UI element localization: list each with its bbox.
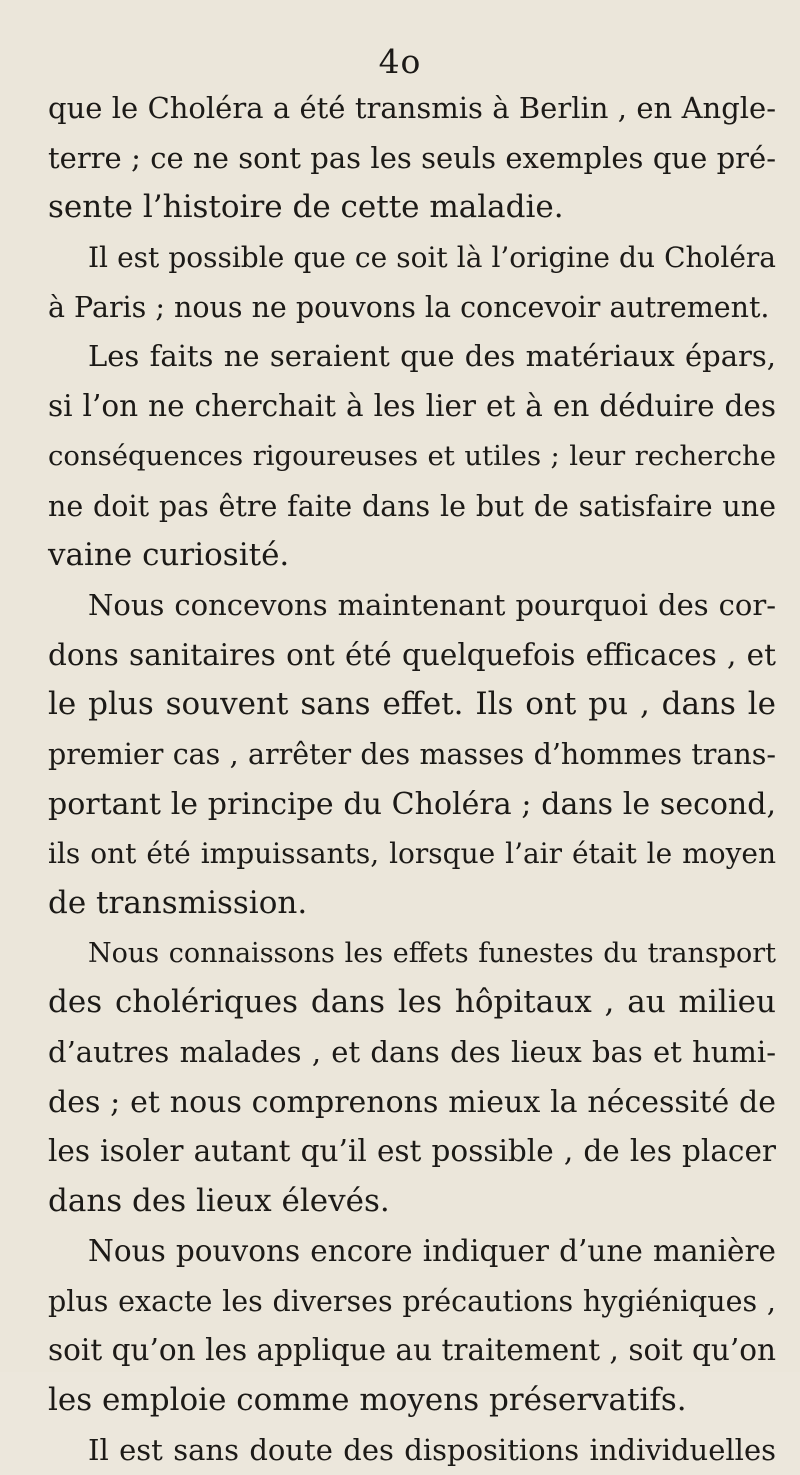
text-line: soit qu’on les applique au traitement , soit qu’on	[48, 1333, 776, 1368]
text-line: Nous pouvons encore indiquer d’une manière	[88, 1233, 776, 1268]
text-line: Nous connaissons les effets funestes du transport	[88, 937, 776, 969]
text-line: des cholériques dans les hôpitaux , au milieu	[48, 984, 776, 1021]
text-line: Il est sans doute des dispositions individuelles	[88, 1432, 776, 1467]
text-line: dons sanitaires ont été quelquefois efficaces , et	[48, 637, 776, 672]
text-line: Les faits ne seraient que des matériaux épars,	[88, 339, 776, 374]
text-line: les emploie comme moyens préservatifs.	[48, 1381, 687, 1418]
text-line: des ; et nous comprenons mieux la nécessité de	[48, 1084, 776, 1120]
text-line: sente l’histoire de cette maladie.	[48, 189, 564, 226]
text-line: portant le principe du Choléra ; dans le second,	[48, 786, 776, 822]
text-line: de transmission.	[48, 885, 308, 921]
text-line: à Paris ; nous ne pouvons la concevoir autrement.	[48, 290, 770, 324]
text-line: d’autres malades , et dans des lieux bas et humi-	[48, 1035, 776, 1070]
body-text	[48, 84, 776, 1475]
text-line: plus exacte les diverses précautions hygiéniques ,	[48, 1284, 776, 1318]
text-line: Nous concevons maintenant pourquoi des cor-	[88, 587, 776, 622]
text-line: ne doit pas être faite dans le but de satisfaire une	[48, 489, 776, 523]
text-line: terre ; ce ne sont pas les seuls exemples que pré-	[48, 140, 776, 175]
page-number: 4o	[378, 42, 422, 81]
text-line: Il est possible que ce soit là l’origine du Choléra	[88, 241, 776, 275]
text-line: que le Choléra a été transmis à Berlin , en Angle-	[48, 91, 776, 125]
text-line: premier cas , arrêter des masses d’hommes trans-	[48, 737, 776, 771]
text-line: dans des lieux élevés.	[48, 1183, 390, 1220]
text-line: le plus souvent sans effet. Ils ont pu , dans le	[48, 686, 776, 723]
text-line: conséquences rigoureuses et utiles ; leur recherche	[48, 439, 776, 472]
text-line: ils ont été impuissants, lorsque l’air était le moyen	[48, 837, 776, 871]
text-line: les isoler autant qu’il est possible , de les placer	[48, 1134, 776, 1169]
text-line: vaine curiosité.	[48, 537, 290, 574]
text-line: si l’on ne cherchait à les lier et à en déduire des	[48, 389, 776, 424]
